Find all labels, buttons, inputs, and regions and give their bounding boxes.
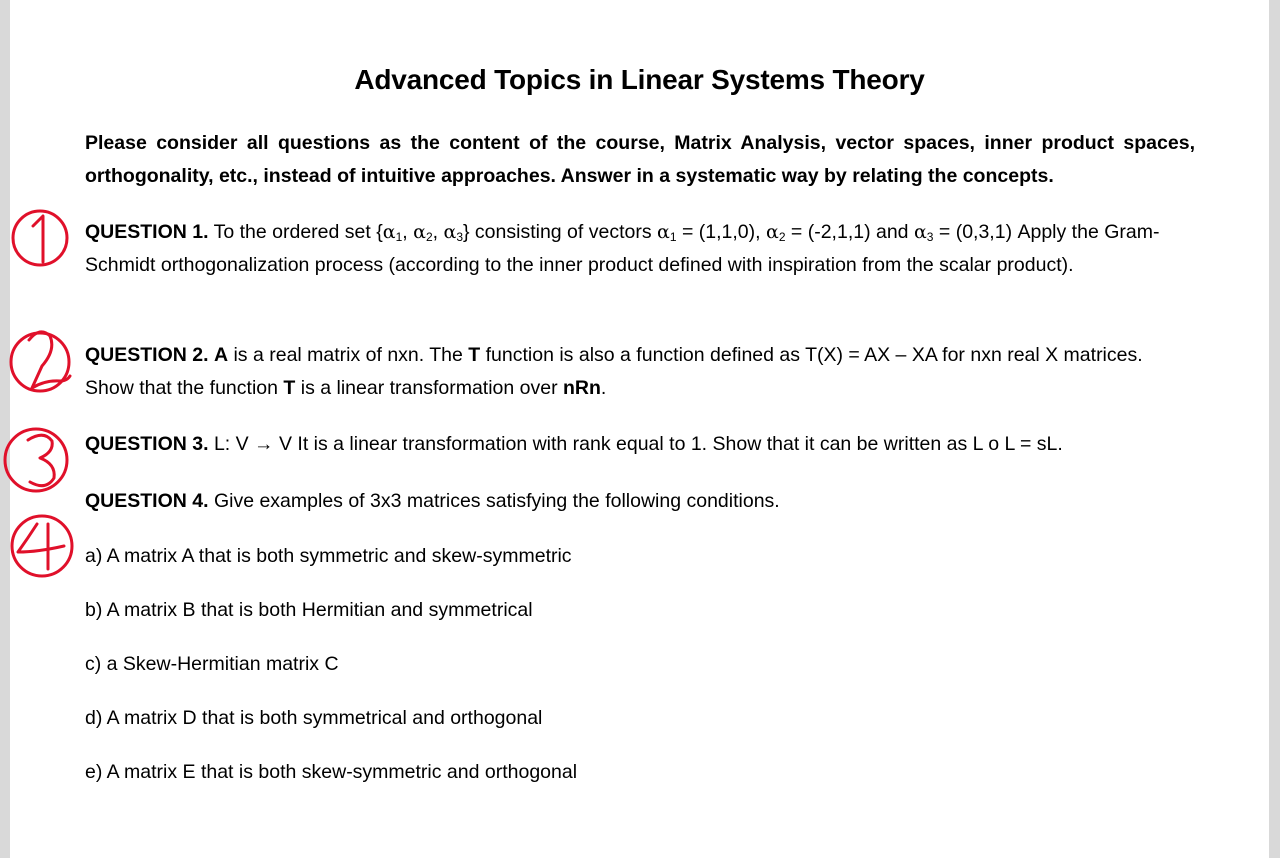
option-c: c) a Skew-Hermitian matrix C — [85, 653, 339, 675]
document-title: Advanced Topics in Linear Systems Theory — [354, 64, 925, 95]
question-2-label: QUESTION 2. — [85, 344, 209, 366]
document-page — [10, 0, 1269, 858]
question-4-label: QUESTION 4. — [85, 490, 209, 512]
question-3-label: QUESTION 3. — [85, 433, 209, 455]
question-1-label: QUESTION 1. — [85, 221, 209, 243]
option-e: e) A matrix E that is both skew-symmetric and orthogonal — [85, 761, 578, 783]
question-4: QUESTION 4. Give examples of 3x3 matrices satisfying the following conditions. — [85, 490, 780, 512]
question-3: QUESTION 3. L: V → V It is a linear transformation with rank equal to 1. Show that it can be written as L o L = sL. — [85, 433, 1063, 455]
option-b: b) A matrix B that is both Hermitian and symmetrical — [85, 599, 533, 621]
instructions-paragraph: Please consider all questions as the content of the course, Matrix Analysis, vector spaces, inner product spaces, orthogonality, etc., instead of intuitive approaches. Answer in a systematic way by relating the concepts. — [85, 132, 1195, 187]
question-1: QUESTION 1. To the ordered set {$\alpha_1$, $\alpha_2$, $\alpha_3$} consisting of vectors $\alpha_1 = (1,1,0)$, $\alpha_2 = (-2,1,1)$ and $\alpha_3 = (0,3,1)$ Apply the Gram-Schmidt orthogonalization process (according to the inner product defined with inspiration from the scalar product). — [85, 221, 1160, 276]
option-a: a) A matrix A that is both symmetric and skew-symmetric — [85, 545, 572, 567]
option-d: d) A matrix D that is both symmetrical and orthogonal — [85, 707, 543, 729]
question-2: QUESTION 2. A is a real matrix of nxn. The T function is also a function defined as T(X) = AX – XA for nxn real X matrices. Show that the function T is a linear transformation over nRn. — [85, 344, 1143, 399]
